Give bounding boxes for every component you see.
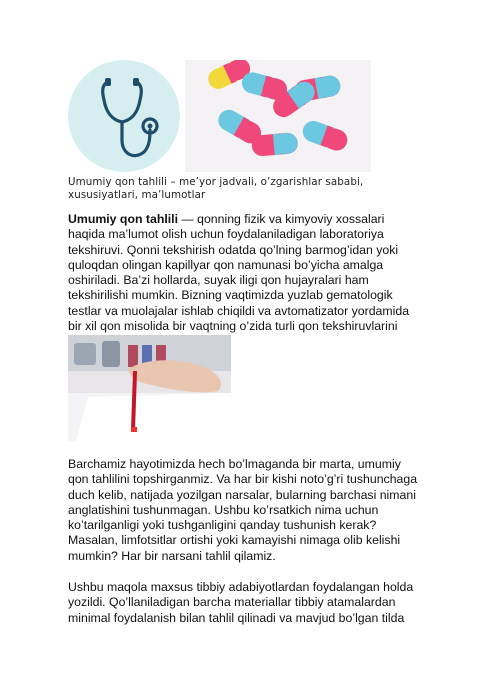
body-paragraph-3: Ushbu maqola maxsus tibbiy adabiyotlardan foydalangan holda yozildi. Qo’llaniladigan barcha materiallar tibbiy atamalardan minimal foydalanish bilan tahlil qilinadi va mavjud bo’lgan tilda	[68, 580, 414, 625]
intro-paragraph	[68, 212, 424, 350]
capsules-photo	[185, 60, 371, 172]
article-caption: Umumiy qon tahlili – me’yor jadvali, o’zgarishlar sababi, xususiyatlari, ma’lumotlar	[68, 176, 364, 201]
intro-bold-term: Umumiy qon tahlili	[68, 212, 178, 226]
body-paragraph-2: Barchamiz hayotimizda hech bo’lmaganda bir marta, umumiy qon tahlilini topshirganmiz. Va har bir kishi noto’g’ri tushunchaga duch kelib, natijada yozilgan narsalar, bularning barchasi nimani anglatishini tushunmagan. Ushbu ko’rsatkich nima uchun ko’tarilganligi yoki tushganligini qanday tushunish kerak? Masalan, limfotsitlar ortishi yoki kamayishi nimaga olib kelishi mumkin? Har bir narsani tahlil qilamiz.	[68, 457, 418, 563]
blood-sample-photo	[68, 335, 231, 441]
header-images	[68, 60, 373, 172]
stethoscope-illustration	[68, 60, 180, 172]
intro-text: — qonning fizik va kimyoviy xossalari haqida ma’lumot olish uchun foydalaniladigan laboratoriya tekshiruvi. Qonni tekshirish odatda qo’lning barmog’idan yoki quloqdan olingan kapillyar qon namunasi bo’yicha amalga oshiriladi. Ba’zi hollarda, suyak iligi qon hujayralari ham tekshirilishi mumkin. Bizning vaqtimizda yuzlab gematologik testlar va muolajalar ishlab chiqildi va avtomatizator yordamida bir xil qon misolida bir vaqtning o’zida turli qon tekshiruvlarini	[68, 212, 410, 334]
